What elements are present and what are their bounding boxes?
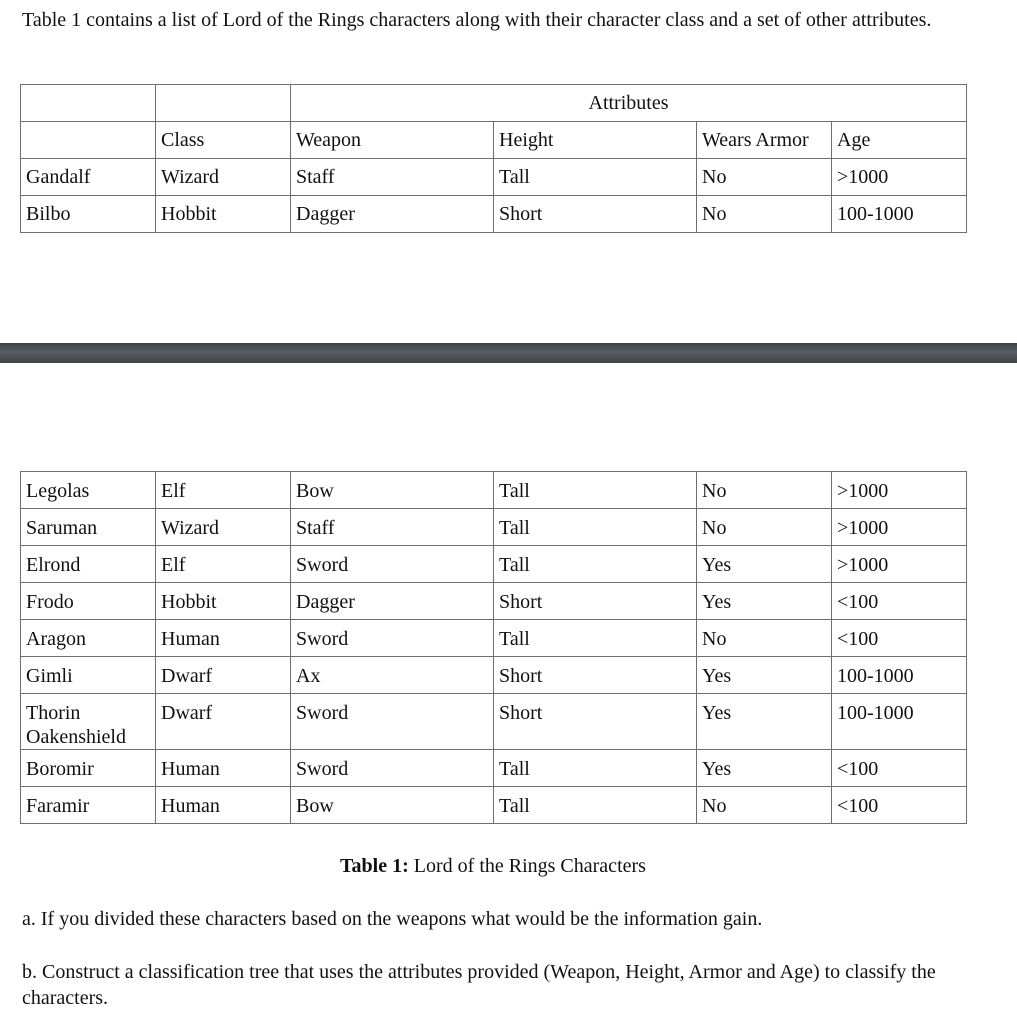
table-cell: <100	[832, 583, 967, 620]
table-cell: No	[697, 787, 832, 824]
column-header: Weapon	[291, 122, 494, 159]
table-cell: Legolas	[21, 472, 156, 509]
table-cell: Tall	[494, 159, 697, 196]
table-cell: Staff	[291, 159, 494, 196]
table-cell: <100	[832, 750, 967, 787]
table-cell: Bow	[291, 472, 494, 509]
table-cell: Yes	[697, 694, 832, 750]
caption-text: Lord of the Rings Characters	[408, 855, 646, 877]
table-cell: Short	[494, 583, 697, 620]
table-cell: >1000	[832, 509, 967, 546]
table-cell: Human	[156, 620, 291, 657]
table-cell: Saruman	[21, 509, 156, 546]
table-cell: Short	[494, 694, 697, 750]
table-row	[21, 657, 967, 694]
bottom-table-body	[21, 472, 967, 824]
table-cell: Elrond	[21, 546, 156, 583]
table-cell: Sword	[291, 546, 494, 583]
table-row	[21, 546, 967, 583]
column-header: Age	[832, 122, 967, 159]
table-cell: 100-1000	[832, 694, 967, 750]
attributes-header-row	[21, 85, 967, 122]
table-cell: Tall	[494, 620, 697, 657]
column-header: Wears Armor	[697, 122, 832, 159]
top-table-body	[21, 159, 967, 233]
table-cell: Dwarf	[156, 657, 291, 694]
table-cell: Dagger	[291, 583, 494, 620]
column-header: Class	[156, 122, 291, 159]
column-header	[21, 122, 156, 159]
table-cell: No	[697, 509, 832, 546]
table-cell: Tall	[494, 546, 697, 583]
attributes-heading: Attributes	[291, 85, 967, 122]
table-cell: Gandalf	[21, 159, 156, 196]
table-cell: Faramir	[21, 787, 156, 824]
table-cell: Short	[494, 196, 697, 233]
table-cell: No	[697, 159, 832, 196]
table-cell: Hobbit	[156, 583, 291, 620]
table-cell: No	[697, 196, 832, 233]
table-cell: Boromir	[21, 750, 156, 787]
table-cell: Sword	[291, 620, 494, 657]
table-row	[21, 196, 967, 233]
table-cell: Tall	[494, 787, 697, 824]
table-cell: Tall	[494, 750, 697, 787]
intro-paragraph: Table 1 contains a list of Lord of the Rings characters along with their character class and a set of other attributes.	[22, 9, 932, 31]
table-cell: Elf	[156, 546, 291, 583]
table-row	[21, 620, 967, 657]
table-cell: Frodo	[21, 583, 156, 620]
table-cell: No	[697, 620, 832, 657]
table-cell: Human	[156, 787, 291, 824]
table-cell: Tall	[494, 472, 697, 509]
characters-table-top	[20, 84, 967, 233]
table-cell: Dwarf	[156, 694, 291, 750]
table-row	[21, 159, 967, 196]
table-cell: Gimli	[21, 657, 156, 694]
table-row	[21, 583, 967, 620]
table-cell: Wizard	[156, 159, 291, 196]
table-cell: <100	[832, 620, 967, 657]
table-cell: Yes	[697, 657, 832, 694]
table-row	[21, 509, 967, 546]
table-cell: Human	[156, 750, 291, 787]
table-cell: No	[697, 472, 832, 509]
table-cell: Wizard	[156, 509, 291, 546]
table-caption	[0, 855, 986, 878]
question-a: a. If you divided these characters based on the weapons what would be the information gain.	[22, 908, 763, 930]
table-cell: 100-1000	[832, 657, 967, 694]
table-cell: <100	[832, 787, 967, 824]
table-cell: Tall	[494, 509, 697, 546]
table-cell: Dagger	[291, 196, 494, 233]
table-cell: >1000	[832, 546, 967, 583]
column-header-row	[21, 122, 967, 159]
table-cell: Sword	[291, 750, 494, 787]
table-cell: Short	[494, 657, 697, 694]
table-cell: 100-1000	[832, 196, 967, 233]
table-cell: Ax	[291, 657, 494, 694]
table-cell: Bow	[291, 787, 494, 824]
table-cell: Yes	[697, 583, 832, 620]
table-row	[21, 472, 967, 509]
table-cell: Hobbit	[156, 196, 291, 233]
table-cell: Aragon	[21, 620, 156, 657]
caption-label: Table 1:	[340, 855, 409, 877]
table-cell: Sword	[291, 694, 494, 750]
table-cell: Yes	[697, 546, 832, 583]
table-row	[21, 787, 967, 824]
table-cell: Elf	[156, 472, 291, 509]
question-b: b. Construct a classification tree that uses the attributes provided (Weapon, Height, Armor and Age) to classify the characters.	[22, 961, 936, 1009]
table-cell: Staff	[291, 509, 494, 546]
table-row	[21, 694, 967, 750]
page-divider	[0, 343, 1017, 363]
characters-table-bottom	[20, 471, 967, 824]
table-row	[21, 750, 967, 787]
table-cell: >1000	[832, 159, 967, 196]
table-cell: Thorin Oakenshield	[21, 694, 156, 750]
column-header: Height	[494, 122, 697, 159]
table-cell: Yes	[697, 750, 832, 787]
table-cell: Bilbo	[21, 196, 156, 233]
table-cell: >1000	[832, 472, 967, 509]
